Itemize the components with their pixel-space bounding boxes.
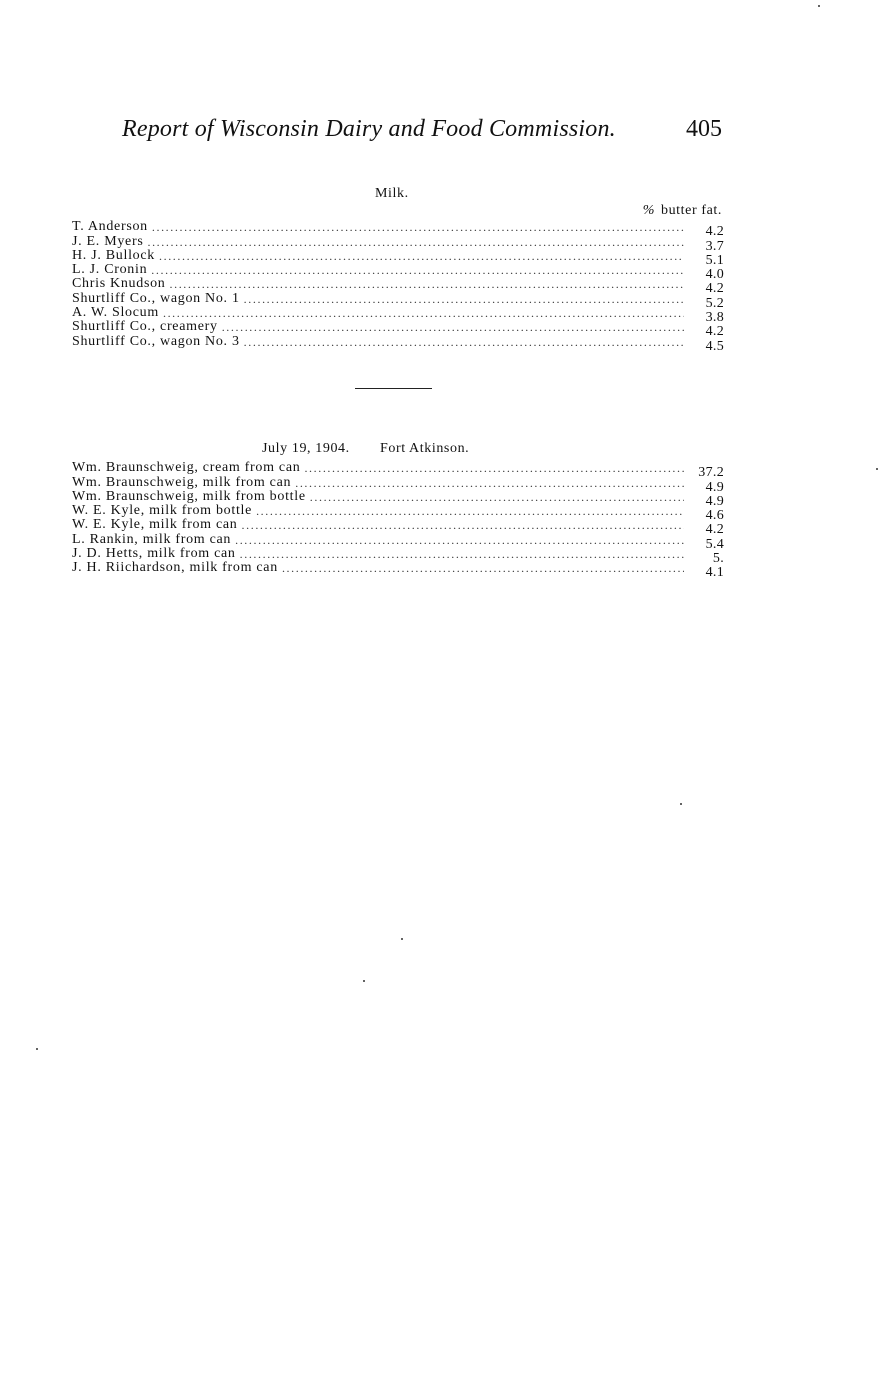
row-name: Shurtliff Co., wagon No. 3: [72, 333, 240, 349]
table-row: [72, 233, 724, 254]
row-value: 5.2: [705, 295, 724, 311]
row-value: 4.6: [705, 508, 724, 524]
row-value: 4.2: [705, 522, 724, 538]
row-name: Wm. Braunschweig, cream from can: [72, 460, 301, 476]
leader-dots: [222, 320, 684, 334]
table-row: [72, 333, 724, 354]
row-name: H. J. Bullock: [72, 247, 155, 263]
row-value: 5.1: [705, 252, 724, 268]
table-row: [72, 474, 724, 495]
table-row: [72, 546, 724, 567]
running-header: [122, 116, 722, 143]
header-title: Report of Wisconsin Dairy and Food Commission.: [122, 116, 616, 142]
leader-dots: [244, 335, 684, 349]
row-value: 4.2: [705, 324, 724, 340]
row-name: W. E. Kyle, milk from bottle: [72, 503, 253, 519]
row-name: Wm. Braunschweig, milk from can: [72, 474, 292, 490]
row-value: 4.9: [705, 493, 724, 509]
scan-speck: [36, 1048, 38, 1050]
scan-speck: [363, 980, 365, 982]
leader-dots: [240, 547, 684, 561]
table-row: [72, 290, 724, 311]
section-date: July 19, 1904.: [262, 441, 350, 456]
table-row: [72, 488, 724, 509]
leader-dots: [282, 561, 684, 575]
leader-dots: [151, 263, 684, 277]
leader-dots: [310, 490, 684, 504]
scan-speck: [680, 803, 682, 805]
percent-symbol: %: [642, 203, 655, 218]
table-row: [72, 503, 724, 524]
leader-dots: [242, 518, 684, 532]
table-row: [72, 276, 724, 297]
row-value: 3.7: [705, 238, 724, 254]
row-name: L. J. Cronin: [72, 262, 148, 278]
row-value: 4.2: [705, 224, 724, 240]
row-value: 37.2: [698, 465, 724, 481]
section-place: Fort Atkinson.: [379, 441, 470, 456]
scan-speck: [401, 938, 403, 940]
leader-dots: [147, 235, 684, 249]
leader-dots: [295, 476, 684, 490]
row-value: 5.4: [705, 536, 724, 552]
column-header-label: butter fat.: [660, 203, 722, 218]
row-value: 3.8: [705, 310, 724, 326]
scan-speck: [876, 468, 878, 470]
column-header: [643, 203, 722, 219]
table-row: [72, 305, 724, 326]
table-row: [72, 319, 724, 340]
section-heading-fort-atkinson: [262, 441, 469, 457]
leader-dots: [304, 461, 684, 475]
fort-atkinson-table: [72, 460, 724, 581]
row-name: A. W. Slocum: [72, 305, 159, 321]
row-value: 5.: [712, 551, 724, 567]
page-number: 405: [686, 116, 722, 142]
section-divider: [355, 388, 432, 389]
milk-table: [72, 219, 724, 354]
table-row: [72, 262, 724, 283]
row-name: Wm. Braunschweig, milk from bottle: [72, 488, 306, 504]
table-row: [72, 460, 724, 481]
row-value: 4.2: [705, 281, 724, 297]
row-name: Shurtliff Co., wagon No. 1: [72, 290, 240, 306]
leader-dots: [235, 533, 684, 547]
row-name: J. D. Hetts, milk from can: [72, 546, 236, 562]
table-row: [72, 219, 724, 240]
row-name: J. E. Myers: [72, 233, 144, 249]
table-row: [72, 247, 724, 268]
leader-dots: [152, 220, 684, 234]
row-name: L. Rankin, milk from can: [72, 531, 232, 547]
row-value: 4.9: [705, 479, 724, 495]
row-name: W. E. Kyle, milk from can: [72, 517, 238, 533]
row-name: Shurtliff Co., creamery: [72, 319, 218, 335]
section-heading-milk: Milk.: [375, 186, 409, 201]
leader-dots: [170, 277, 685, 291]
leader-dots: [256, 504, 684, 518]
row-name: J. H. Riichardson, milk from can: [72, 560, 278, 576]
leader-dots: [159, 249, 684, 263]
table-row: [72, 531, 724, 552]
row-value: 4.0: [705, 267, 724, 283]
row-value: 4.5: [705, 338, 724, 354]
table-row: [72, 560, 724, 581]
table-row: [72, 517, 724, 538]
row-value: 4.1: [705, 565, 724, 581]
leader-dots: [244, 292, 684, 306]
leader-dots: [163, 306, 684, 320]
scan-speck: [818, 5, 820, 7]
row-name: Chris Knudson: [72, 276, 166, 292]
row-name: T. Anderson: [72, 219, 148, 235]
